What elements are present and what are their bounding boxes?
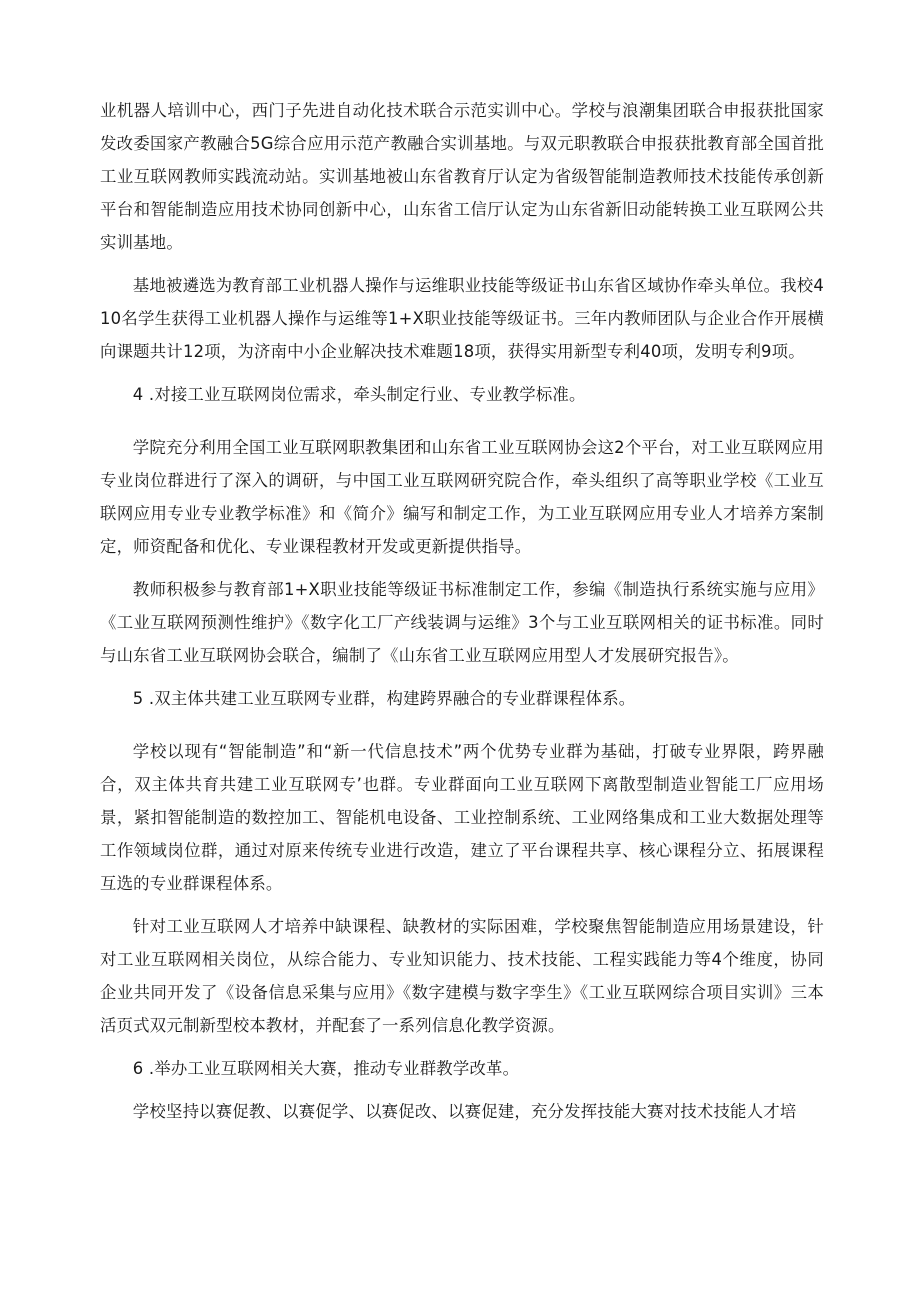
body-paragraph: 学院充分利用全国工业互联网职教集团和山东省工业互联网协会这2个平台，对工业互联网应用专业岗位群进行了深入的调研，与中国工业互联网研究院合作，牵头组织了高等职业学校《工业互联网应用专业专业教学标准》和《简介》编写和制定工作，为工业互联网应用专业人才培养方案制定，师资配备和优化、专业课程教材开发或更新提供指导。 bbox=[100, 438, 824, 556]
body-paragraph: 针对工业互联网人才培养中缺课程、缺教材的实际困难，学校聚焦智能制造应用场景建设，针对工业互联网相关岗位，从综合能力、专业知识能力、技术技能、工程实践能力等4个维度，协同企业共同开发了《设备信息采集与应用》《数字建模与数字孪生》《工业互联网综合项目实训》三本活页式双元制新型校本教材，并配套了一系列信息化教学资源。 bbox=[100, 917, 824, 1035]
section-heading: 4 .对接工业互联网岗位需求，牵头制定行业、专业教学标准。 bbox=[132, 385, 586, 404]
document-body bbox=[100, 94, 824, 1128]
body-paragraph: 学校以现有“智能制造”和“新一代信息技术”两个优势专业群为基础，打破专业界限，跨界融合，双主体共育共建工业互联网专’也群。专业群面向工业互联网下离散型制造业智能工厂应用场景，紧扣智能制造的数控加工、智能机电设备、工业控制系统、工业网络集成和工业大数据处理等工作领域岗位群，通过对原来传统专业进行改造，建立了平台课程共享、核心课程分立、拓展课程互选的专业群课程体系。 bbox=[100, 742, 824, 893]
section-heading: 6 .举办工业互联网相关大赛，推动专业群教学改革。 bbox=[132, 1059, 520, 1078]
section-heading: 5 .双主体共建工业互联网专业群，构建跨界融合的专业群课程体系。 bbox=[132, 689, 636, 708]
body-paragraph: 基地被遴选为教育部工业机器人操作与运维职业技能等级证书山东省区域协作牵头单位。我校410名学生获得工业机器人操作与运维等1+X职业技能等级证书。三年内教师团队与企业合作开展横向课题共计12项，为济南中小企业解决技术难题18项，获得实用新型专利40项，发明专利9项。 bbox=[100, 276, 824, 361]
body-paragraph: 学校坚持以赛促教、以赛促学、以赛促改、以赛促建，充分发挥技能大赛对技术技能人才培 bbox=[132, 1102, 797, 1121]
body-paragraph: 业机器人培训中心，西门子先进自动化技术联合示范实训中心。学校与浪潮集团联合申报获批国家发改委国家产教融合5G综合应用示范产教融合实训基地。与双元职教联合申报获批教育部全国首批工业互联网教师实践流动站。实训基地被山东省教育厅认定为省级智能制造教师技术技能传承创新平台和智能制造应用技术协同创新中心，山东省工信厅认定为山东省新旧动能转换工业互联网公共实训基地。 bbox=[100, 101, 824, 252]
body-paragraph: 教师积极参与教育部1+X职业技能等级证书标准制定工作，参编《制造执行系统实施与应用》《工业互联网预测性维护》《数字化工厂产线装调与运维》3个与工业互联网相关的证书标准。同时与山东省工业互联网协会联合，编制了《山东省工业互联网应用型人才发展研究报告》。 bbox=[100, 580, 824, 665]
